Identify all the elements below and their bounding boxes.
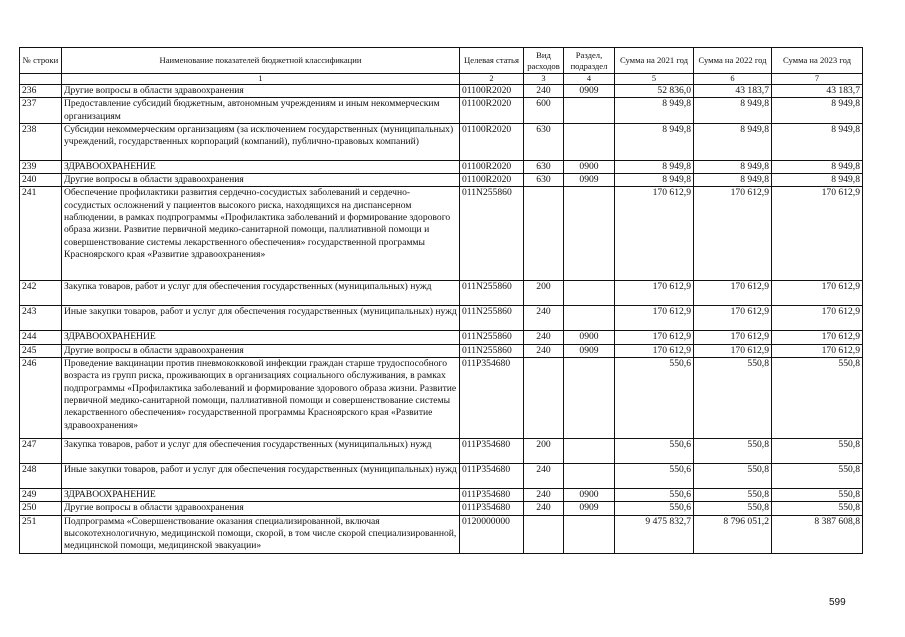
section-code: 0900 — [564, 489, 615, 502]
section-code: 0909 — [564, 344, 615, 357]
sum-2022: 550,8 — [694, 358, 772, 439]
table-row — [20, 98, 863, 124]
expense-type: 240 — [524, 331, 564, 344]
column-number: 3 — [524, 74, 564, 85]
sum-2023: 170 612,9 — [772, 187, 863, 281]
sum-2023: 550,8 — [772, 502, 863, 515]
target-article: 011P354680 — [460, 489, 524, 502]
target-article: 011P354680 — [460, 502, 524, 515]
indicator-name: Иные закупки товаров, работ и услуг для обеспечения государственных (муниципальных) нужд — [62, 306, 460, 331]
target-article: 01100R2020 — [460, 160, 524, 173]
sum-2022: 170 612,9 — [694, 306, 772, 331]
sum-2023: 550,8 — [772, 464, 863, 489]
sum-2021: 170 612,9 — [615, 344, 694, 357]
section-code — [564, 306, 615, 331]
column-number — [20, 74, 62, 85]
target-article: 011N255860 — [460, 344, 524, 357]
table-row — [20, 306, 863, 331]
expense-type: 630 — [524, 174, 564, 187]
table-row — [20, 464, 863, 489]
section-code — [564, 98, 615, 124]
sum-2023: 170 612,9 — [772, 306, 863, 331]
sum-2021: 52 836,0 — [615, 85, 694, 98]
section-code: 0909 — [564, 174, 615, 187]
row-number: 248 — [20, 464, 62, 489]
expense-type: 240 — [524, 502, 564, 515]
row-number: 251 — [20, 515, 62, 553]
header-sum-2022: Сумма на 2022 год — [694, 48, 772, 74]
sum-2021: 170 612,9 — [615, 187, 694, 281]
sum-2023: 170 612,9 — [772, 344, 863, 357]
sum-2021: 8 949,8 — [615, 174, 694, 187]
target-article: 011N255860 — [460, 306, 524, 331]
sum-2021: 8 949,8 — [615, 98, 694, 124]
sum-2022: 8 796 051,2 — [694, 515, 772, 553]
sum-2022: 8 949,8 — [694, 160, 772, 173]
indicator-name: Подпрограмма «Совершенствование оказания специализированной, включая высокотехнологичную, медицинской помощи, скорой, в том числе скорой специализированной, медицинской помощи, медицинской эвакуации» — [62, 515, 460, 553]
section-code — [564, 281, 615, 306]
target-article: 011P354680 — [460, 358, 524, 439]
row-number: 244 — [20, 331, 62, 344]
sum-2021: 550,6 — [615, 502, 694, 515]
row-number: 249 — [20, 489, 62, 502]
sum-2022: 170 612,9 — [694, 331, 772, 344]
indicator-name: Закупка товаров, работ и услуг для обеспечения государственных (муниципальных) нужд — [62, 439, 460, 464]
sum-2023: 8 949,8 — [772, 174, 863, 187]
table-row — [20, 502, 863, 515]
section-code: 0909 — [564, 85, 615, 98]
column-number: 2 — [460, 74, 524, 85]
sum-2021: 8 949,8 — [615, 160, 694, 173]
sum-2023: 8 949,8 — [772, 123, 863, 160]
table-row — [20, 344, 863, 357]
sum-2023: 8 949,8 — [772, 98, 863, 124]
header-indicator-name: Наименование показателей бюджетной классификации — [62, 48, 460, 74]
indicator-name: Закупка товаров, работ и услуг для обеспечения государственных (муниципальных) нужд — [62, 281, 460, 306]
header-row-number: № строки — [20, 48, 62, 74]
table-row — [20, 358, 863, 439]
row-number: 250 — [20, 502, 62, 515]
indicator-name: Другие вопросы в области здравоохранения — [62, 344, 460, 357]
section-code — [564, 464, 615, 489]
sum-2022: 8 949,8 — [694, 123, 772, 160]
expense-type: 600 — [524, 98, 564, 124]
header-sum-2021: Сумма на 2021 год — [615, 48, 694, 74]
expense-type — [524, 515, 564, 553]
indicator-name: Субсидии некоммерческим организациям (за исключением государственных (муниципальных) учреждений, государственных корпораций (компаний), публично-правовых компаний) — [62, 123, 460, 160]
page-number: 599 — [829, 597, 846, 608]
sum-2021: 550,6 — [615, 439, 694, 464]
sum-2023: 8 949,8 — [772, 160, 863, 173]
row-number: 239 — [20, 160, 62, 173]
sum-2021: 8 949,8 — [615, 123, 694, 160]
section-code: 0909 — [564, 502, 615, 515]
indicator-name: Иные закупки товаров, работ и услуг для обеспечения государственных (муниципальных) нужд — [62, 464, 460, 489]
column-number: 5 — [615, 74, 694, 85]
column-number: 6 — [694, 74, 772, 85]
indicator-name: ЗДРАВООХРАНЕНИЕ — [62, 489, 460, 502]
sum-2021: 170 612,9 — [615, 331, 694, 344]
expense-type: 240 — [524, 306, 564, 331]
row-number: 238 — [20, 123, 62, 160]
section-code: 0900 — [564, 160, 615, 173]
indicator-name: ЗДРАВООХРАНЕНИЕ — [62, 160, 460, 173]
sum-2022: 170 612,9 — [694, 281, 772, 306]
table-row — [20, 489, 863, 502]
row-number: 240 — [20, 174, 62, 187]
sum-2021: 550,6 — [615, 464, 694, 489]
column-number: 1 — [62, 74, 460, 85]
table-body — [20, 85, 863, 554]
sum-2022: 550,8 — [694, 489, 772, 502]
indicator-name: Другие вопросы в области здравоохранения — [62, 85, 460, 98]
section-code — [564, 515, 615, 553]
table-row — [20, 160, 863, 173]
indicator-name: Обеспечение профилактики развития сердечно-сосудистых заболеваний и сердечно-сосудистых осложнений у пациентов высокого риска, находящихся на диспансерном наблюдении, в рамках подпрограммы «Профилактика заболеваний и формирование здорового образа жизни. Развитие первичной медико-санитарной помощи, паллиативной помощи и совершенствование системы лекарственного обеспечения» государственной программы Красноярского края «Развитие здравоохранения» — [62, 187, 460, 281]
target-article: 01100R2020 — [460, 174, 524, 187]
indicator-name: ЗДРАВООХРАНЕНИЕ — [62, 331, 460, 344]
target-article: 01100R2020 — [460, 123, 524, 160]
sum-2023: 170 612,9 — [772, 281, 863, 306]
table-row — [20, 281, 863, 306]
sum-2023: 43 183,7 — [772, 85, 863, 98]
section-code — [564, 123, 615, 160]
sum-2021: 170 612,9 — [615, 306, 694, 331]
section-code — [564, 439, 615, 464]
target-article: 01100R2020 — [460, 85, 524, 98]
expense-type: 630 — [524, 160, 564, 173]
sum-2022: 550,8 — [694, 502, 772, 515]
header-section: Раздел, подраздел — [564, 48, 615, 74]
table-row — [20, 174, 863, 187]
row-number: 236 — [20, 85, 62, 98]
table-row — [20, 439, 863, 464]
expense-type: 240 — [524, 489, 564, 502]
sum-2023: 550,8 — [772, 358, 863, 439]
indicator-name: Другие вопросы в области здравоохранения — [62, 174, 460, 187]
table-row — [20, 331, 863, 344]
row-number: 245 — [20, 344, 62, 357]
target-article: 011P354680 — [460, 439, 524, 464]
header-sum-2023: Сумма на 2023 год — [772, 48, 863, 74]
expense-type: 200 — [524, 439, 564, 464]
column-number-row — [20, 74, 863, 85]
sum-2021: 170 612,9 — [615, 281, 694, 306]
row-number: 247 — [20, 439, 62, 464]
target-article: 011N255860 — [460, 331, 524, 344]
sum-2021: 550,6 — [615, 489, 694, 502]
column-number: 4 — [564, 74, 615, 85]
expense-type: 630 — [524, 123, 564, 160]
sum-2022: 170 612,9 — [694, 344, 772, 357]
expense-type — [524, 358, 564, 439]
expense-type — [524, 187, 564, 281]
sum-2023: 550,8 — [772, 489, 863, 502]
target-article: 011N255860 — [460, 187, 524, 281]
table-row — [20, 515, 863, 553]
sum-2022: 8 949,8 — [694, 98, 772, 124]
expense-type: 240 — [524, 85, 564, 98]
sum-2022: 43 183,7 — [694, 85, 772, 98]
expense-type: 200 — [524, 281, 564, 306]
target-article: 011P354680 — [460, 464, 524, 489]
table-row — [20, 123, 863, 160]
sum-2023: 170 612,9 — [772, 331, 863, 344]
table-header — [20, 48, 863, 85]
column-number: 7 — [772, 74, 863, 85]
budget-table — [19, 47, 863, 554]
section-code — [564, 358, 615, 439]
target-article: 011N255860 — [460, 281, 524, 306]
row-number: 246 — [20, 358, 62, 439]
row-number: 243 — [20, 306, 62, 331]
sum-2022: 550,8 — [694, 439, 772, 464]
header-expense-type: Вид расходов — [524, 48, 564, 74]
target-article: 01100R2020 — [460, 98, 524, 124]
sum-2022: 550,8 — [694, 464, 772, 489]
indicator-name: Проведение вакцинации против пневмококковой инфекции граждан старше трудоспособного возраста из групп риска, проживающих в организациях социального обслуживания, в рамках подпрограммы «Профилактика заболеваний и формирование здорового образа жизни. Развитие первичной медико-санитарной помощи, паллиативной помощи и совершенствование системы лекарственного обеспечения» государственной программы Красноярского края «Развитие здравоохранения» — [62, 358, 460, 439]
sum-2022: 170 612,9 — [694, 187, 772, 281]
expense-type: 240 — [524, 344, 564, 357]
row-number: 237 — [20, 98, 62, 124]
row-number: 242 — [20, 281, 62, 306]
sum-2023: 550,8 — [772, 439, 863, 464]
target-article: 0120000000 — [460, 515, 524, 553]
table-row — [20, 85, 863, 98]
sum-2022: 8 949,8 — [694, 174, 772, 187]
sum-2021: 9 475 832,7 — [615, 515, 694, 553]
sum-2021: 550,6 — [615, 358, 694, 439]
expense-type: 240 — [524, 464, 564, 489]
section-code: 0900 — [564, 331, 615, 344]
indicator-name: Другие вопросы в области здравоохранения — [62, 502, 460, 515]
indicator-name: Предоставление субсидий бюджетным, автономным учреждениям и иным некоммерческим организациям — [62, 98, 460, 124]
sum-2023: 8 387 608,8 — [772, 515, 863, 553]
header-target-article: Целевая статья — [460, 48, 524, 74]
row-number: 241 — [20, 187, 62, 281]
section-code — [564, 187, 615, 281]
table-row — [20, 187, 863, 281]
